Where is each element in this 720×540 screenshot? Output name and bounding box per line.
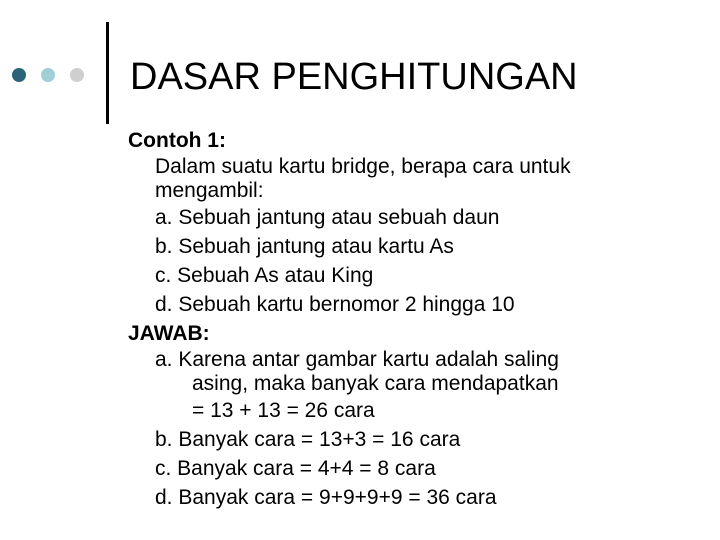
title-divider: [106, 22, 109, 124]
decorative-dot-light: [70, 68, 84, 82]
option-a: a. Sebuah jantung atau sebuah daun: [155, 206, 500, 229]
decorative-dot-dark: [12, 68, 26, 82]
decorative-dot-mid: [41, 68, 55, 82]
option-d: d. Sebuah kartu bernomor 2 hingga 10: [155, 293, 515, 316]
slide-title: DASAR PENGHITUNGAN: [130, 56, 578, 98]
answer-a-line-3: = 13 + 13 = 26 cara: [192, 399, 375, 422]
question-line-1: Dalam suatu kartu bridge, berapa cara untuk: [155, 155, 571, 178]
example-label: Contoh 1:: [128, 129, 226, 152]
answer-label: JAWAB:: [128, 322, 210, 345]
answer-a-line-2: asing, maka banyak cara mendapatkan: [192, 372, 559, 395]
answer-a-line-1: a. Karena antar gambar kartu adalah saling: [155, 348, 559, 371]
answer-c: c. Banyak cara = 4+4 = 8 cara: [155, 457, 436, 480]
answer-b: b. Banyak cara = 13+3 = 16 cara: [155, 428, 461, 451]
question-line-2: mengambil:: [155, 179, 264, 202]
option-b: b. Sebuah jantung atau kartu As: [155, 235, 454, 258]
option-c: c. Sebuah As atau King: [155, 264, 374, 287]
slide-body: [128, 126, 708, 512]
answer-d: d. Banyak cara = 9+9+9+9 = 36 cara: [155, 486, 497, 509]
